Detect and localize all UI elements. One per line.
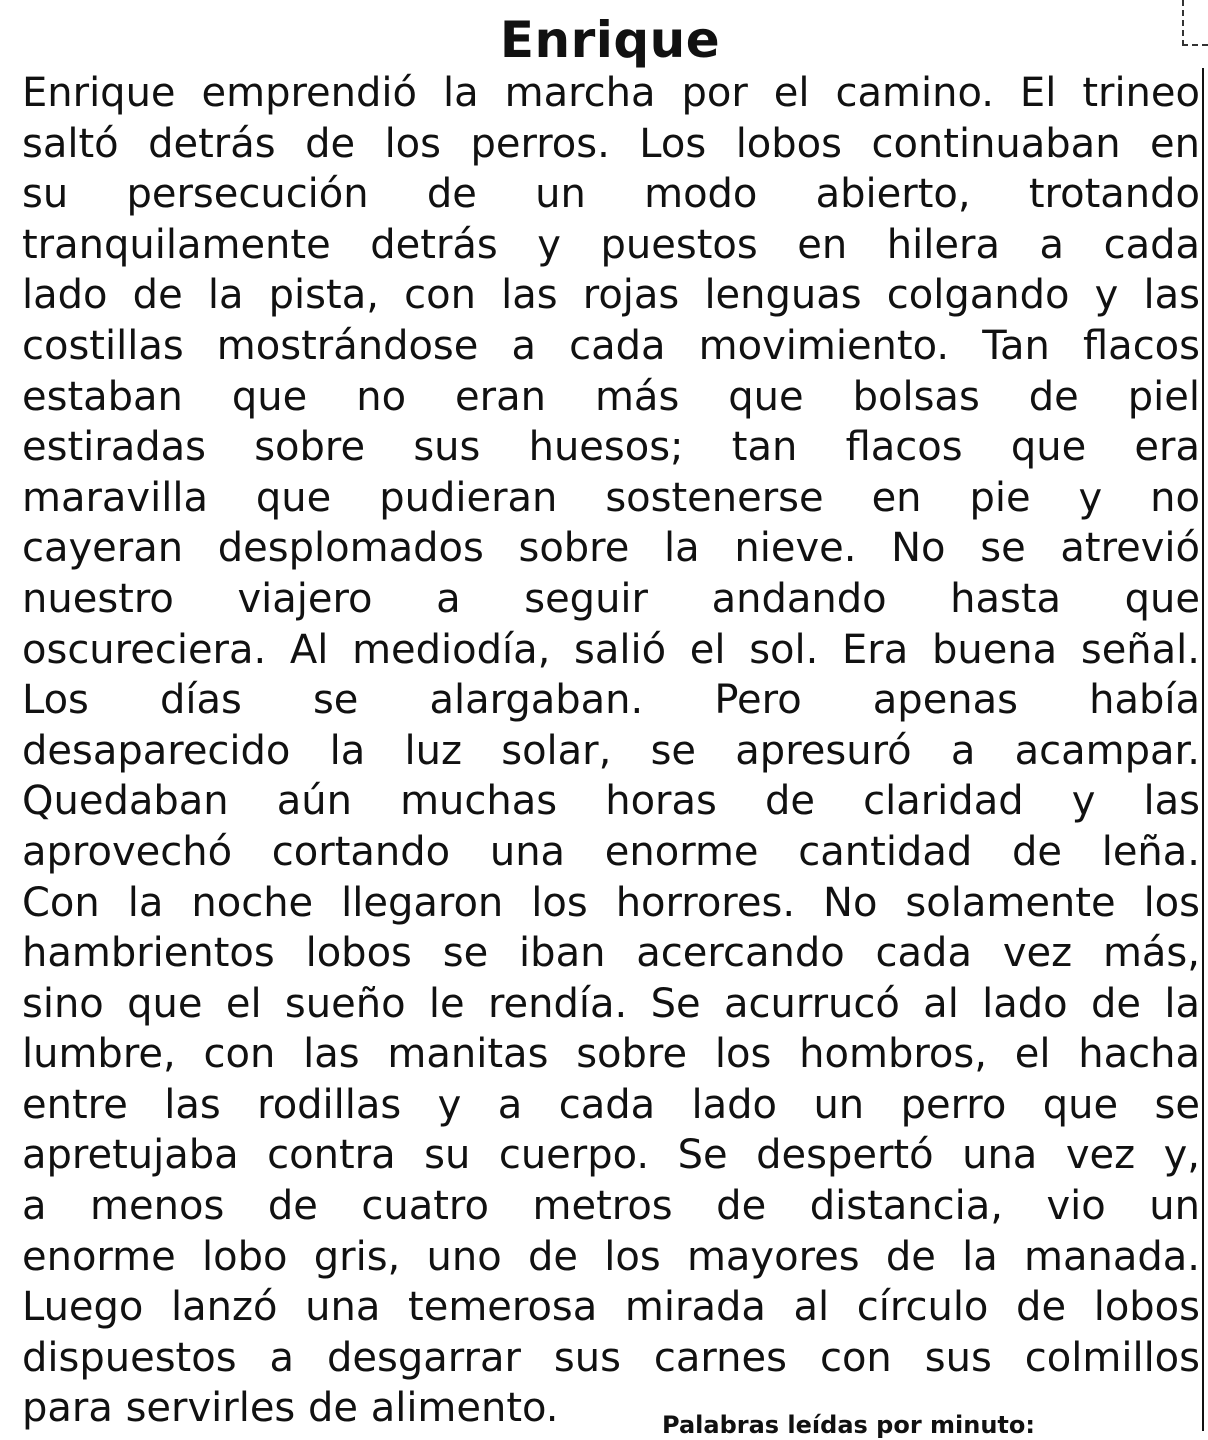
text-line: nuestro viajero a seguir andando hasta que (22, 575, 1200, 622)
text-line: sino que el sueño le rendía. Se acurrucó al lado de la (22, 980, 1200, 1027)
text-line: costillas mostrándose a cada movimiento. Tan flacos (22, 322, 1200, 369)
text-line: Los días se alargaban. Pero apenas había (22, 677, 1200, 724)
text-line: estiradas sobre sus huesos; tan flacos que era (22, 424, 1200, 471)
text-line: cayeran desplomados sobre la nieve. No se atrevió (22, 525, 1200, 572)
text-line: tranquilamente detrás y puestos en hilera a cada (22, 221, 1200, 268)
text-line: lado de la pista, con las rojas lenguas colgando y las (22, 272, 1200, 319)
text-line: estaban que no eran más que bolsas de piel (22, 373, 1200, 420)
text-line: enorme lobo gris, uno de los mayores de la manada. (22, 1233, 1200, 1280)
words-per-minute-label: Palabras leídas por minuto: (662, 1411, 1035, 1439)
text-line: Quedaban aún muchas horas de claridad y las (22, 778, 1200, 825)
text-line: desaparecido la luz solar, se apresuró a acampar. (22, 727, 1200, 774)
text-line: a menos de cuatro metros de distancia, vio un (22, 1183, 1200, 1230)
text-line: su persecución de un modo abierto, trotando (22, 171, 1200, 218)
text-line: dispuestos a desgarrar sus carnes con sus colmillos (22, 1334, 1200, 1381)
page-title: Enrique (499, 11, 721, 69)
text-line: oscureciera. Al mediodía, salió el sol. Era buena señal. (22, 626, 1200, 673)
text-line: aprovechó cortando una enorme cantidad de leña. (22, 828, 1200, 875)
right-border-line (1202, 68, 1204, 1431)
text-line: saltó detrás de los perros. Los lobos continuaban en (22, 120, 1200, 167)
text-line: Enrique emprendió la marcha por el camino. El trineo (22, 70, 1200, 116)
text-line: Luego lanzó una temerosa mirada al círculo de lobos (22, 1284, 1200, 1331)
text-line: Con la noche llegaron los horrores. No solamente los (22, 879, 1200, 926)
text-line: apretujaba contra su cuerpo. Se despertó una vez y, (22, 1132, 1200, 1179)
text-line: hambrientos lobos se iban acercando cada vez más, (22, 930, 1200, 977)
text-line: para servirles de alimento. (22, 1385, 559, 1432)
text-line: maravilla que pudieran sostenerse en pie y no (22, 474, 1200, 521)
text-line: lumbre, con las manitas sobre los hombros, el hacha (22, 1031, 1200, 1078)
text-line: entre las rodillas y a cada lado un perro que se (22, 1081, 1200, 1128)
story-text (22, 68, 1200, 1434)
